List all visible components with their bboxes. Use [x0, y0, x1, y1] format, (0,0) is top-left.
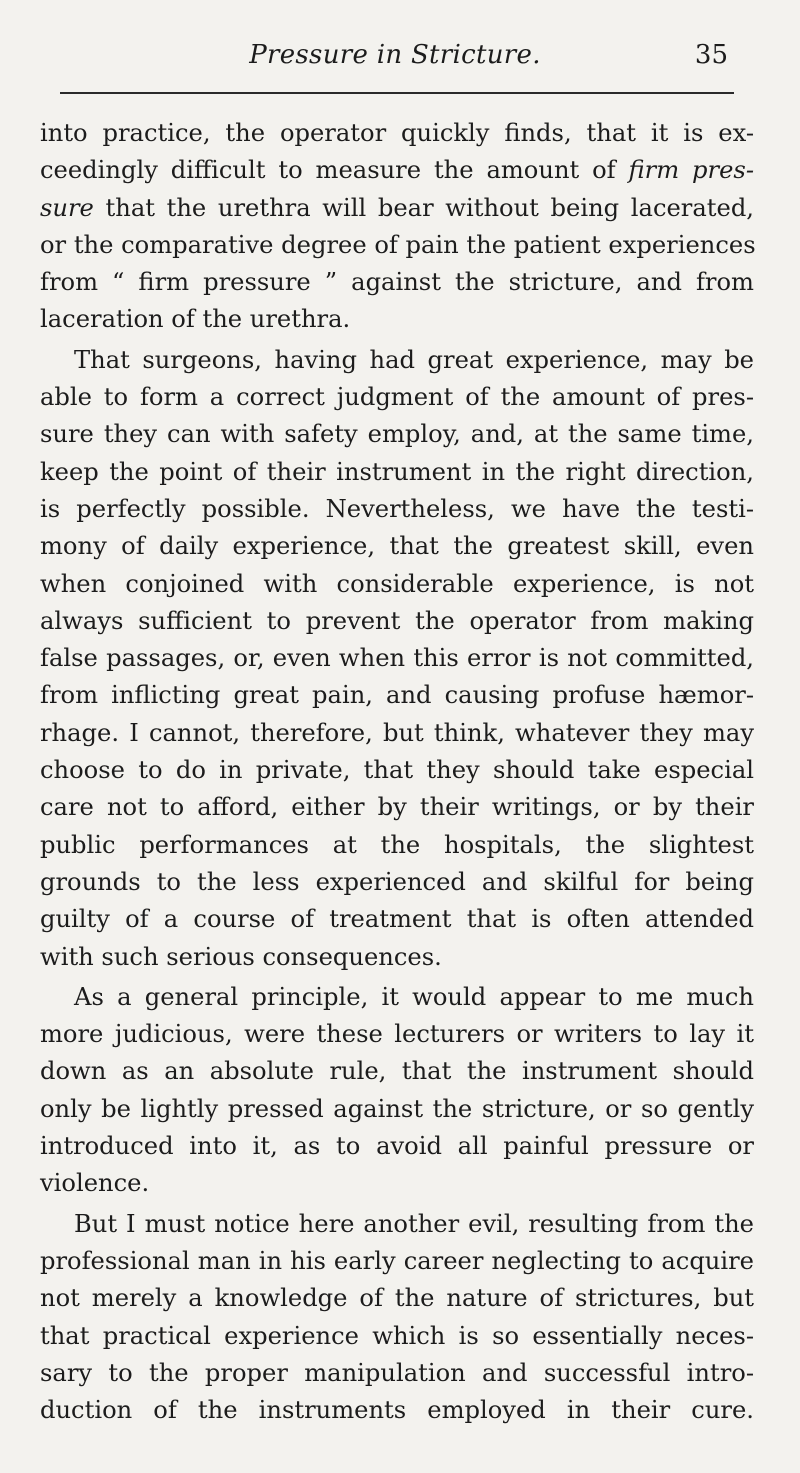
text-line	[40, 454, 754, 491]
text-line	[40, 715, 754, 752]
italic-emphasis: sure	[40, 193, 94, 222]
line-text: That surgeons, having had great experience, may be	[74, 345, 754, 374]
line-text: is perfectly possible. Nevertheless, we have the testi-	[40, 494, 754, 523]
text-line	[40, 264, 754, 301]
text-line	[40, 115, 754, 152]
line-text: when conjoined with considerable experience, is not	[40, 569, 754, 598]
text-line	[40, 1053, 754, 1090]
line-text: from “ firm pressure ” against the stricture, and from	[40, 268, 754, 297]
line-text: public performances at the hospitals, the slightest	[40, 830, 754, 859]
line-text: laceration of the urethra.	[40, 305, 351, 334]
text-line	[40, 1206, 754, 1243]
text-line	[40, 379, 754, 416]
text-line	[40, 1016, 754, 1053]
line-text: into practice, the operator quickly finds, that it is ex-	[40, 119, 754, 147]
line-text: always sufficient to prevent the operator from making	[40, 606, 754, 635]
text-line	[40, 827, 754, 864]
line-text: able to form a correct judgment of the amount of pres-	[40, 383, 754, 412]
line-text: only be lightly pressed against the stricture, or so gently	[40, 1094, 754, 1123]
text-line	[40, 1318, 754, 1355]
text-line	[40, 1128, 754, 1165]
line-text: not merely a knowledge of the nature of strictures, but	[40, 1284, 754, 1313]
text-line	[40, 152, 754, 189]
line-text: guilty of a course of treatment that is often attended	[40, 905, 754, 934]
line-text: But I must notice here another evil, resulting from the	[74, 1209, 754, 1238]
text-line	[40, 939, 754, 976]
text-line	[40, 979, 754, 1016]
line-text: introduced into it, as to avoid all painful pressure or	[40, 1132, 754, 1161]
line-text: sary to the proper manipulation and successful intro-	[40, 1358, 754, 1387]
running-head	[60, 36, 730, 82]
running-title: Pressure in Stricture.	[249, 40, 541, 70]
line-text: with such serious consequences.	[40, 942, 442, 971]
text-line	[40, 1280, 754, 1317]
text-line	[40, 864, 754, 901]
line-text: more judicious, were these lecturers or writers to lay it	[40, 1020, 754, 1049]
line-text: As a general principle, it would appear to me much	[74, 982, 754, 1011]
text-line	[40, 1165, 754, 1202]
line-text: false passages, or, even when this error is not committed,	[40, 644, 754, 673]
text-line	[40, 190, 754, 227]
line-text: professional man in his early career neglecting to acquire	[40, 1246, 754, 1275]
line-text: violence.	[40, 1169, 150, 1198]
text-line	[40, 342, 754, 379]
line-text: rhage. I cannot, therefore, but think, whatever they may	[40, 718, 754, 747]
text-line	[40, 566, 754, 603]
line-text: sure they can with safety employ, and, at the same time,	[40, 420, 754, 449]
line-text: down as an absolute rule, that the instrument should	[40, 1057, 754, 1086]
line-text: grounds to the less experienced and skilful for being	[40, 867, 754, 896]
text-line	[40, 1091, 754, 1128]
text-line	[40, 227, 754, 264]
line-text: or the comparative degree of pain the patient experiences	[40, 230, 756, 259]
line-text: from inflicting great pain, and causing profuse hæmor-	[40, 681, 754, 710]
line-text: choose to do in private, that they should take especial	[40, 756, 754, 785]
page-number: 35	[694, 40, 728, 70]
text-line	[40, 752, 754, 789]
line-text: that the urethra will bear without being lacerated,	[93, 193, 754, 222]
text-line	[40, 1243, 754, 1280]
text-line	[40, 1355, 754, 1392]
italic-emphasis: firm pres-	[628, 156, 754, 185]
header-rule	[60, 92, 734, 94]
text-line	[40, 603, 754, 640]
line-text: duction of the instruments employed in their cure.	[40, 1396, 754, 1425]
text-line	[40, 901, 754, 938]
text-line	[40, 301, 754, 338]
text-line	[40, 677, 754, 714]
line-text: ceedingly difficult to measure the amount of	[40, 156, 629, 185]
text-line	[40, 640, 754, 677]
body-text	[40, 115, 754, 1429]
line-text: mony of daily experience, that the greatest skill, even	[40, 532, 754, 561]
text-line	[40, 528, 754, 565]
line-text: care not to afford, either by their writings, or by their	[40, 793, 754, 822]
text-line	[40, 1392, 754, 1429]
line-text: that practical experience which is so essentially neces-	[40, 1321, 754, 1350]
text-line	[40, 491, 754, 528]
line-text: keep the point of their instrument in the right direction,	[40, 457, 754, 486]
text-line	[40, 789, 754, 826]
text-line	[40, 416, 754, 453]
